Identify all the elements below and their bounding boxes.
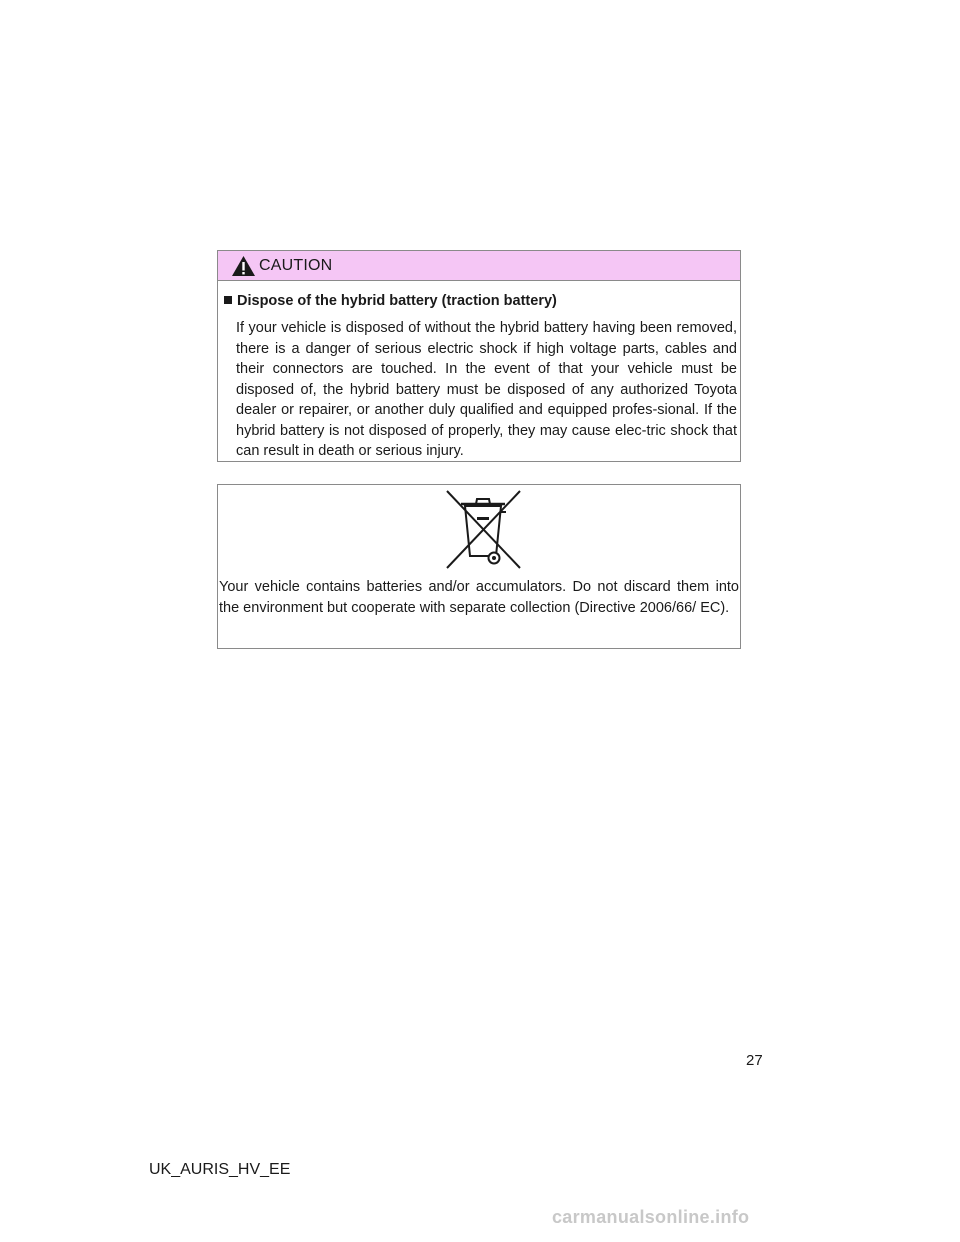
recycling-notice-text: Your vehicle contains batteries and/or accumulators. Do not discard them into the environment but cooperate with separate collection (Directive 2006/66/ EC). (219, 579, 739, 616)
caution-title: CAUTION (259, 257, 333, 274)
document-code: UK_AURIS_HV_EE (149, 1161, 291, 1178)
page-number: 27 (746, 1052, 763, 1069)
caution-body-text: If your vehicle is disposed of without the hybrid battery having been removed, there is a danger of serious electric shock if high voltage parts, cables and their connectors are touched. In the event of that your vehicle must be disposed of, the hybrid battery must be disposed of any authorized Toyota dealer or repairer, or another duly qualified and equipped profes-sional. If the hybrid battery is not disposed of properly, they may cause elec-tric shock that can result in death or serious injury. (236, 320, 737, 459)
caution-header (218, 251, 740, 281)
square-bullet-icon (224, 296, 232, 304)
recycling-notice-box (217, 484, 741, 649)
caution-heading-text: Dispose of the hybrid battery (traction battery) (237, 293, 557, 309)
watermark: carmanualsonline.info (552, 1207, 750, 1227)
caution-box (217, 250, 741, 462)
warning-triangle-icon (231, 255, 256, 277)
caution-heading (224, 293, 557, 309)
crossed-out-wheelie-bin-icon (444, 490, 522, 569)
